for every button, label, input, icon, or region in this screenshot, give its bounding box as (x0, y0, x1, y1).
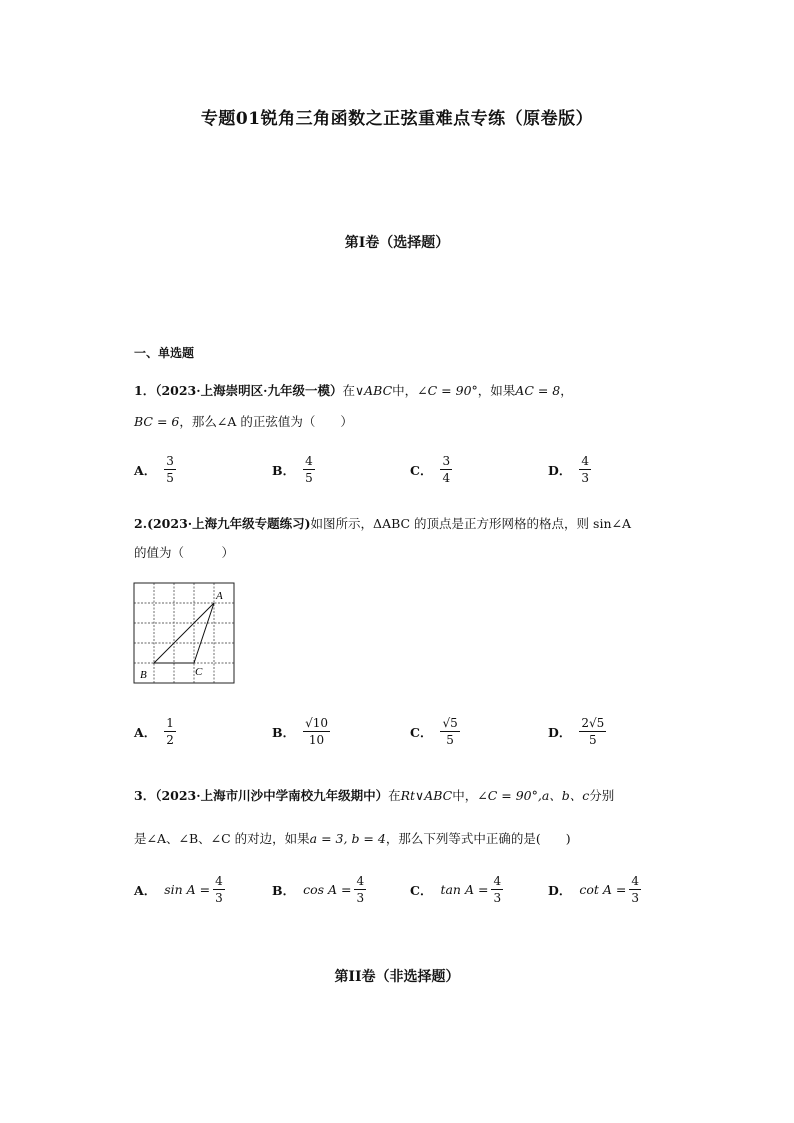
option-label: C． (410, 724, 433, 740)
option-fraction: $\frac{2√5}{5}$ (581, 716, 605, 747)
option-expression: sin A = (164, 882, 211, 897)
vertex-label-c: C (195, 666, 203, 678)
option-label: C． (410, 882, 433, 898)
option-label: A． (134, 724, 157, 740)
page-title: 专题01锐角三角函数之正弦重难点专练（原卷版） (200, 109, 594, 129)
option-fraction: $\frac{√5}{5}$ (442, 716, 458, 747)
question-3-condition: ∠C = 90°,a、b、c (477, 788, 590, 803)
question-1-text: ，如果 (477, 383, 516, 398)
question-1-angle-c: ∠C = 90° (417, 383, 478, 398)
option-label: D． (548, 882, 572, 898)
question-1-text: 在 (342, 383, 355, 398)
option-fraction: $\frac{√10}{10}$ (305, 716, 328, 747)
option-label: B． (272, 882, 296, 898)
question-2-source: (2023·上海九年级专题练习) (147, 516, 311, 531)
question-3-text: ，那么下列等式中正确的是( ) (385, 831, 571, 846)
question-2-option-a[interactable] (134, 716, 176, 747)
option-label: A． (134, 882, 157, 898)
option-fraction: $\frac{3}{5}$ (166, 454, 174, 485)
option-fraction: $\frac{4}{3}$ (493, 874, 502, 905)
option-label: D． (548, 462, 572, 478)
question-1-number: 1． (134, 383, 156, 398)
option-fraction: $\frac{4}{3}$ (631, 874, 639, 905)
question-3-triangle: Rt∨ABC (400, 788, 453, 803)
question-3-values: a = 3, b = 4 (309, 831, 386, 846)
section-heading-single-choice: 一、单选题 (134, 346, 195, 360)
question-2-number: 2. (134, 516, 148, 531)
question-3-option-d[interactable] (548, 874, 641, 905)
question-3-number: 3． (134, 788, 156, 803)
question-3-line-1 (134, 786, 614, 806)
option-label: C． (410, 462, 433, 478)
question-1-text: ， (560, 383, 573, 398)
option-label: D． (548, 724, 572, 740)
question-2-line-2: 的值为（ ） (134, 545, 235, 560)
question-3-option-c[interactable] (410, 874, 503, 905)
question-1-line-2 (134, 412, 353, 432)
question-2-text: 如图所示，ΔABC 的顶点是正方形网格的格点，则 sin∠A (310, 516, 631, 531)
question-3-source: （2023·上海市川沙中学南校九年级期中） (155, 788, 389, 803)
question-1-triangle: ∨ABC (354, 383, 393, 398)
question-1-line-1 (134, 381, 573, 401)
option-expression: cot A = (579, 882, 627, 897)
option-fraction: $\frac{4}{3}$ (356, 874, 365, 905)
question-3-line-2 (134, 829, 571, 849)
question-2-line-1 (134, 514, 631, 534)
question-3-text: 分别 (589, 788, 615, 803)
option-fraction: $\frac{1}{2}$ (166, 716, 174, 747)
option-expression: cos A = (303, 882, 352, 897)
question-3-text: 在 (388, 788, 401, 803)
question-3-text: 中， (452, 788, 478, 803)
option-label: B． (272, 724, 296, 740)
question-1-option-a[interactable] (134, 454, 176, 485)
question-1-text: 中， (392, 383, 418, 398)
vertex-label-a: A (216, 590, 223, 602)
triangle-abc (154, 603, 214, 663)
option-label: B． (272, 462, 296, 478)
volume-heading-choice: 第I卷（选择题） (344, 235, 450, 251)
question-1-source: （2023·上海崇明区·九年级一模） (155, 383, 343, 398)
question-3-option-b[interactable] (272, 874, 366, 905)
question-1-ac: AC = 8 (515, 383, 561, 398)
question-1-text: ，那么∠A 的正弦值为（ ） (179, 414, 353, 429)
question-2-option-b[interactable] (272, 716, 330, 747)
vertex-label-b: B (140, 669, 147, 681)
question-1-option-c[interactable] (410, 454, 452, 485)
option-label: A． (134, 462, 157, 478)
option-fraction: $\frac{4}{3}$ (215, 874, 223, 905)
option-expression: tan A = (440, 882, 489, 897)
option-fraction: $\frac{3}{4}$ (442, 454, 451, 485)
question-1-bc: BC = 6 (134, 414, 180, 429)
question-2-option-c[interactable] (410, 716, 460, 747)
question-2-option-d[interactable] (548, 716, 606, 747)
question-3-text: 是∠A、∠B、∠C 的对边，如果 (134, 831, 310, 846)
question-1-option-d[interactable] (548, 454, 591, 485)
square-grid-figure (133, 582, 235, 684)
question-3-option-a[interactable] (134, 874, 225, 905)
option-fraction: $\frac{4}{5}$ (305, 454, 313, 485)
option-fraction: $\frac{4}{3}$ (581, 454, 589, 485)
volume-heading-non-choice: 第II卷（非选择题） (334, 969, 460, 985)
question-1-option-b[interactable] (272, 454, 315, 485)
